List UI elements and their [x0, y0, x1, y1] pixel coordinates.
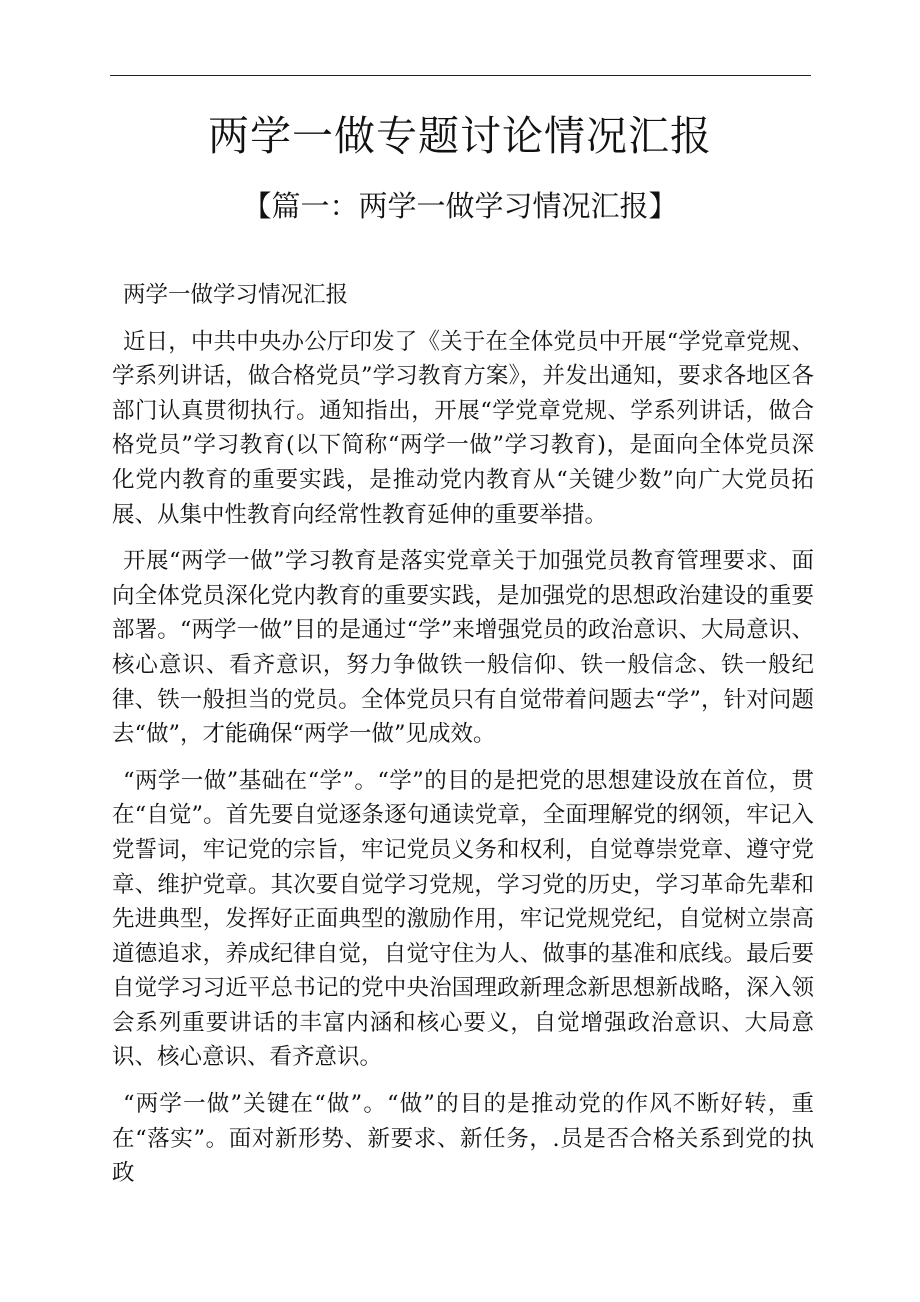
- document-title: 两学一做专题讨论情况汇报: [208, 112, 712, 160]
- paragraph: “两学一做”基础在“学”。“学”的目的是把党的思想建设放在首位，贯在“自觉”。首先要自觉逐条逐句通读党章，全面理解党的纲领，牢记入党誓词，牢记党的宗旨，牢记党员义务和权利，自觉尊崇党章、遵守党章、维护党章。其次要自觉学习党规，学习党的历史，学习革命先辈和先进典型，发挥好正面典型的激励作用，牢记党规党纪，自觉树立崇高道德追求，养成纪律自觉，自觉守住为人、做事的基准和底线。最后要自觉学习习近平总书记的党中央治国理政新理念新思想新战略，深入领会系列重要讲话的丰富内涵和核心要义，自觉增强政治意识、大局意识、核心意识、看齐意识。: [112, 767, 814, 1071]
- document-body: [112, 278, 814, 1191]
- paragraph-lead: 两学一做学习情况汇报: [123, 282, 349, 308]
- paragraph: “两学一做”关键在“做”。“做”的目的是推动党的作风不断好转，重在“落实”。面对新形势、新要求、新任务，.员是否合格关系到党的执政: [112, 1091, 814, 1187]
- paragraph: 开展“两学一做”学习教育是落实党章关于加强党员教育管理要求、面向全体党员深化党内教育的重要实践，是加强党的思想政治建设的重要部署。“两学一做”目的是通过“学”来增强党员的政治意识、大局意识、核心意识、看齐意识，努力争做铁一般信仰、铁一般信念、铁一般纪律、铁一般担当的党员。全体党员只有自觉带着问题去“学”，针对问题去“做”，才能确保“两学一做”见成效。: [112, 548, 814, 748]
- section-title: 【篇一：两学一做学习情况汇报】: [242, 189, 678, 223]
- paragraph: 近日，中共中央办公厅印发了《关于在全体党员中开展“学党章党规、学系列讲话，做合格党员”学习教育方案》，并发出通知，要求各地区各部门认真贯彻执行。通知指出，开展“学党章党规、学系列讲话，做合格党员”学习教育(以下简称“两学一做”学习教育)，是面向全体党员深化党内教育的重要实践，是推动党内教育从“关键少数”向广大党员拓展、从集中性教育向经常性教育延伸的重要举措。: [112, 328, 814, 528]
- header-rule: [110, 75, 811, 76]
